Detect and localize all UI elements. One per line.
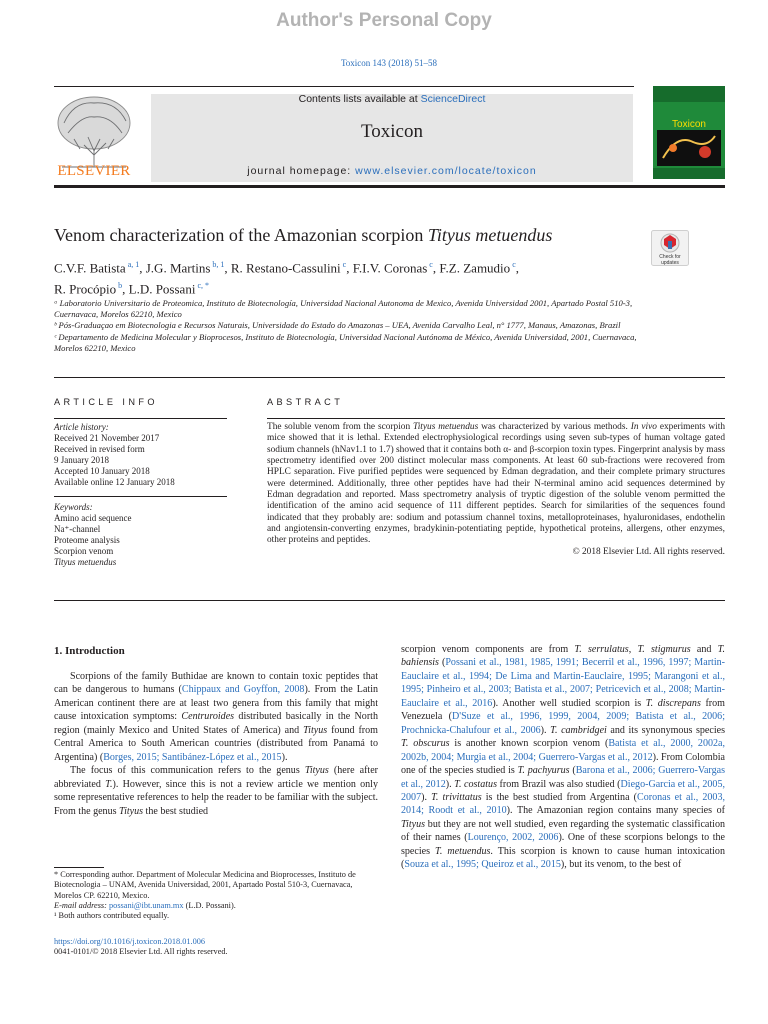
italic-text: Tityus [401,818,426,830]
check-for-updates-badge[interactable] [651,230,689,266]
text-run: ). The Amazonian region contains many species of [506,805,725,817]
text-run: scorpion venom components are from [401,644,575,655]
text-run: ¹ Both authors contributed equally. [54,911,170,921]
reference-link[interactable]: Souza et al., 1995; Queiroz et al., 2015 [404,859,561,871]
footnote [54,901,378,911]
article-history [54,422,234,489]
text-run: and [690,644,718,655]
history-accepted: Accepted 10 January 2018 [54,466,150,477]
text-run: , [628,644,638,655]
text-run: ). [281,751,288,763]
doi-link[interactable]: https://doi.org/10.1016/j.toxicon.2018.01.006 [54,937,206,946]
text-run: ), but its venom, to the best of [560,859,682,871]
keywords-block [54,502,234,569]
footnote [54,870,378,901]
keyword: Tityus metuendus [54,557,117,568]
affiliation-b: ᵇ Pós-Graduaçao em Biotecnologia e Recursos Naturais, Universidade do Estado do Amazonas – UEA, Avenida Carvalho Leal, n° 1777, Manaus, Amazonas, Brazil [54,320,621,331]
italic-text: T. pachyurus [517,765,570,777]
cover-title: Toxicon [672,119,706,130]
journal-homepage [151,165,633,177]
author-list [54,256,654,299]
text-run: * Corresponding author. Department of Molecular Medicina and Bioprocesses, Instituto de Biotecnologia – UNAM, Avenida Universidad, 2001, Apartado Postal 510-3, Cuernavaca, Morelos CP. 62210, Mexico. [54,870,356,900]
text-run: and its synonymous species [606,724,725,736]
abstract-rule [267,418,725,419]
keywords-label: Keywords: [54,502,93,512]
text-run: ( [569,765,576,777]
affiliation-c: ᶜ Departamento de Medicina Molecular y Bioprocesos, Instituto de Biotecnología, Universidad Nacional Autónoma de México, Avenida Universidad, 2001, Cuernavaca, Morelos 62210, Mexico [54,331,637,353]
text-run: is another known scorpion venom ( [449,738,609,750]
text-run: ( [438,657,446,669]
italic-text: T. [105,778,113,790]
text-run: from Venezuela ( [401,697,725,723]
reference-link[interactable]: Diego-Garcia et al., 2005, 2007 [401,778,725,803]
title-species: Tityus metuendus [427,225,553,245]
history-revised-date: 9 January 2018 [54,455,109,466]
italic-text: T. costatus [454,778,497,790]
issn-line: 0041-0101/© 2018 Elsevier Ltd. All rights reserved. [54,947,228,957]
reference-link[interactable]: Coronas et al., 2003, 2014; Roodt et al., 2010 [401,791,725,817]
crossmark-label: Check for updates [659,254,681,266]
keyword: Amino acid sequence [54,513,132,524]
abstract-heading: ABSTRACT [267,397,344,407]
text-run: distributed basically in the North region (mainly Mexico and United States of America) and [54,711,378,736]
masthead-bottom-rule [54,185,725,188]
history-revised: Received in revised form [54,444,145,455]
italic-text: E-mail address: [54,900,107,910]
text-run: ). One of these scorpions belongs to the species [401,832,726,857]
italic-text: T. obscurus [401,738,450,750]
reference-link[interactable]: Chippaux and Goyffon, 2008 [181,684,305,696]
author-name: C.V.F. Batista [54,260,126,276]
masthead-top-rule [54,86,634,87]
text-run: (here after abbreviated [54,765,379,790]
author-name: F.I.V. Coronas [352,260,428,276]
text-run: ). From the Latin American continent there are at least two genera from this family that might cause intoxication symptoms: [54,684,379,723]
sciencedirect-link[interactable]: ScienceDirect [420,93,486,105]
author-affiliation-marker[interactable]: c [340,260,347,269]
history-label: Article history: [54,422,109,432]
author-name: L.D. Possani [128,281,196,297]
text-run: from Brazil was also studied ( [496,778,621,790]
text-run: experiments with mice showed that it is lethal. Extended electrophysiological recordings using seven sub-types of human voltage gated sodium channels (hNav1.1 to 1.7) showed that it contains both α- and β-scorpion toxin types. Fingerprint analysis by mass spectrometry identified over 200 distinct molecular mass components. At least 60 sub-fractions were recovered from HPLC separation. Five purified peptides were sequenced by Edman degradation, and their complete primary structures were determined. Additionally, three other peptides have had their N-terminal amino acid sequences determined by Edman degradation and reported. Mass spectrometry analysis of tryptic digestion of the soluble venom permitted the identification of the amino acid sequence of 111 different peptides. Search for similarities of the sequences found indicated that they probably are: sodium and potassium channel toxins, metalloproteinases, hyaluronidases, endothelin and angiotensin-converting enzymes, bradykinin-potentiating peptide, hypothetical proteins, allergens, other enzymes, other proteins and peptides. [267,422,725,546]
author-name: F.Z. Zamudio [439,260,511,276]
keyword: Proteome analysis [54,535,120,546]
footnote-rule [54,867,104,868]
journal-cover-thumbnail[interactable] [653,86,725,179]
abstract-text [267,422,725,547]
section-title-introduction: 1. Introduction [54,645,125,657]
abstract-bottom-rule [54,600,725,601]
italic-text: T. metuendus [435,845,491,857]
text-run: ). However, since this is not a review article we mention only some representative references to help the reader to be familiar with the subject. From the genus [54,778,379,817]
text-run: the best studied [143,805,209,817]
text-run: but they are not well studied, even regarding the systematic classification of their names ( [401,818,725,844]
reference-link[interactable]: Batista et al., 2000, 2002a, 2002b, 2004; Murgia et al., 2004; Guerrero-Vargas et al., 2012 [401,738,725,763]
journal-cover-image [653,86,725,179]
text-run: . This scorpion is known to cause human intoxication ( [401,845,725,871]
italic-text: T. bahiensis [401,644,725,669]
doi-block [54,937,378,958]
author-separator: , [432,260,440,276]
text-run: ). [445,778,455,790]
history-received: Received 21 November 2017 [54,433,160,444]
italic-text: T. serrulatus [574,644,629,655]
homepage-prefix: journal homepage: [247,165,356,177]
author-affiliation-marker[interactable]: b [116,281,123,291]
abstract-body [267,422,725,558]
contents-prefix: Contents lists available at [298,93,421,105]
publisher-name: ELSEVIER [57,163,131,179]
header-divider [54,377,725,378]
author-name: R. Restano-Cassulini [230,260,341,276]
contents-availability [151,93,633,105]
body-paragraph [54,764,378,818]
author-name: R. Procópio [54,281,117,297]
homepage-link[interactable]: www.elsevier.com/locate/toxicon [355,165,537,177]
text-run: ). Another well studied scorpion is [492,697,646,709]
author-name: J.G. Martins [145,260,211,276]
italic-text: T. cambridgei [550,724,607,736]
italic-text: T. trivittatus [431,791,482,803]
text-run: ). [421,791,432,803]
text-run: found from Central America to South American countries (distributed from Panamá to Argentina) ( [54,724,378,763]
publisher-logo[interactable] [54,93,134,181]
italic-text: Tityus [119,805,144,817]
affiliation-a: ᵃ Laboratorio Universitario de Proteomica, Instituto de Biotecnología, Universidad Nacional Autonoma de Mexico, Avenida Universidad 2001, Apartado Postal 510-3, Cuernavaca, Morelos 62210, Mexico [54,298,633,320]
author-affiliation-marker[interactable]: a, 1 [125,260,140,269]
text-run: was characterized by various methods. [478,422,631,432]
author-separator: , [346,260,353,276]
italic-text: Tityus [303,724,328,736]
journal-name: Toxicon [361,121,423,142]
italic-text: Tityus [304,765,329,777]
text-run: The focus of this communication refers to the genus [70,765,305,777]
reference-link[interactable]: possani@ibt.unam.mx [109,900,184,910]
history-online: Available online 12 January 2018 [54,477,175,488]
author-separator: , [122,281,129,297]
journal-citation[interactable] [0,58,768,68]
italic-text: In vivo [630,422,657,432]
text-run: The soluble venom from the scorpion [267,422,414,432]
text-run: ). [540,724,551,736]
reference-link[interactable]: Lourenço, 2002, 2006 [467,832,559,844]
reference-link[interactable]: D'Suze et al., 1996, 1999, 2004, 2009; Batista et al., 2006; Prochnicka-Chalufour et al., 2006 [401,711,725,736]
author-affiliation-marker[interactable]: b, 1 [210,260,225,269]
article-title [54,225,552,246]
body-paragraph [401,643,725,872]
keyword-list [54,513,234,568]
author-affiliation-marker[interactable]: c, * [195,281,209,291]
abstract-copyright: © 2018 Elsevier Ltd. All rights reserved. [572,546,725,557]
keyword: Na⁺-channel [54,524,101,535]
reference-link[interactable]: Possani et al., 1981, 1985, 1991; Becerril et al., 1996, 1997; Martin-Eauclaire et al., 1994; De Lima and Martin-Eauclaire, 1995; Marangoni et al., 1995; Pinheiro et al., 2003; Batista et al., 2007; Petricevich et al., 2008; Martin-Eauclaire et al., 2016 [401,657,725,709]
watermark-text: Author's Personal Copy [276,10,492,31]
footnotes [54,870,378,921]
reference-link[interactable]: Borges, 2015; Santibánez-López et al., 2015 [103,751,282,763]
reference-link[interactable]: Barona et al., 2006; Guerrero-Vargas et al., 2012 [401,765,725,790]
italic-text: T. stigmurus [637,644,691,655]
author-affiliation-marker[interactable]: c [510,260,516,269]
text-run: Scorpions of the family Buthidae are known to contain toxic peptides that can be dangerous to humans ( [54,671,378,696]
author-separator: , [515,260,519,276]
body-paragraph [54,670,378,764]
citation-link[interactable]: Toxicon 143 (2018) 51–58 [340,58,438,68]
author-separator: , [224,260,231,276]
text-run: is the best studied from Argentina ( [481,791,637,803]
keywords-rule [54,496,227,497]
keyword: Scorpion venom [54,546,114,557]
article-info-rule [54,418,227,419]
italic-text: T. discrepans [645,697,701,709]
body-column-right [401,643,725,872]
text-run: (L.D. Possani). [183,900,236,910]
title-text: Venom characterization of the Amazonian scorpion [54,225,428,245]
body-column-left [54,670,378,818]
affiliations [54,298,654,354]
author-affiliation-marker[interactable]: c [427,260,433,269]
italic-text: Tityus metuendus [413,422,479,432]
article-info-heading: ARTICLE INFO [54,397,158,407]
text-run: ). From Colombia one of the species studied is [401,751,725,777]
footnote [54,911,378,921]
italic-text: Centruroides [181,711,235,723]
author-separator: , [139,260,146,276]
